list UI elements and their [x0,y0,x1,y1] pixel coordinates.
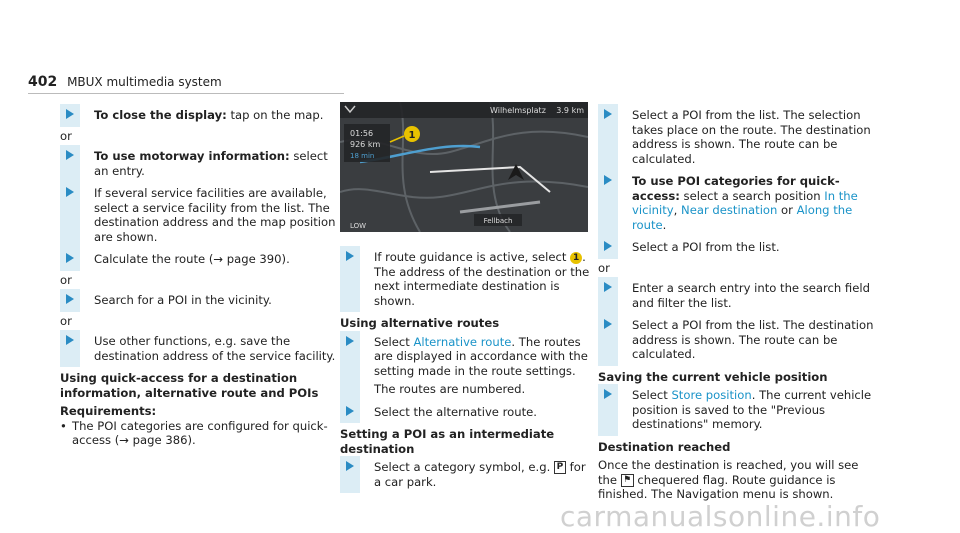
step-route-guidance: If route guidance is active, select 1 . The address of the destination or the next intermediate destination is shown. [340,250,590,308]
destination-reached-text: Once the destination is reached, you will see the ⚑ chequered flag. Route guidance is finished. The Navigation menu is shown. [598,458,859,501]
along-the-route-link[interactable]: Along the route [632,203,853,232]
watermark: carmanualsonline.info [560,500,881,533]
callout-number-icon: 1 [570,252,582,264]
store-position-link[interactable]: Store position [671,388,752,402]
step-arrow-icon [346,336,354,346]
section-heading: Using quick-access for a destination information, alternative route and POIs [60,371,319,400]
requirement-item: • The POI categories are configured for quick-access (→ page 386). [60,419,338,448]
map-fuel-warning: LOW [350,222,367,230]
step-alternative-route: Select Alternative route. The routes are displayed in accordance with the setting made in the route settings. The routes are numbered. [340,335,590,397]
step-arrow-icon [66,253,74,263]
map-time: 01:56 [350,129,374,138]
requirements-label: Requirements: [60,404,157,418]
column-1 [60,108,338,448]
step-select-alternative: Select the alternative route. [340,405,590,420]
map-place-distance: 3.9 km [556,106,584,115]
near-destination-link[interactable]: Near destination [681,203,778,217]
step-arrow-icon [604,282,612,292]
or-text: or [60,272,72,287]
step-motorway-info: To use motorway information: select an entry. [60,149,338,178]
step-select-poi: Select a POI from the list. The selection takes place on the route. The destination address is shown. The route can be calculated. [598,108,876,166]
page-header [28,74,222,90]
step-arrow-icon [66,187,74,197]
step-select-poi-3: Select a POI from the list. The destination address is shown. The route can be calculated. [598,318,876,362]
step-arrow-icon [346,251,354,261]
parking-icon: P [554,461,566,474]
step-arrow-icon [604,175,612,185]
navigation-map-screenshot [340,102,588,232]
map-distance: 926 km [350,140,381,149]
or-text: or [60,128,72,143]
section-heading: Using alternative routes [340,316,500,330]
section-heading: Setting a POI as an intermediate destination [340,427,555,456]
map-place: Wilhelmsplatz [490,106,546,115]
column-3 [598,108,876,502]
header-rule [28,93,344,94]
step-calculate-route: Calculate the route (→ page 390). [60,252,338,267]
step-category-symbol: Select a category symbol, e.g. P for a car park. [340,460,590,489]
manual-title: MBUX multimedia system [67,75,222,89]
step-arrow-icon [66,294,74,304]
step-arrow-icon [66,150,74,160]
step-service-facility: If several service facilities are available, select a service facility from the list. The destination address and the map position are shown. [60,186,338,244]
step-arrow-icon [604,241,612,251]
step-arrow-icon [604,389,612,399]
or-text: or [598,260,610,275]
step-store-position: Select Store position. The current vehicle position is saved to the "Previous destinations" memory. [598,388,876,432]
map-duration: 18 min [350,152,375,160]
step-search-poi: Search for a POI in the vicinity. [60,293,338,308]
step-arrow-icon [604,109,612,119]
map-city: Fellbach [483,217,513,225]
column-2 [340,250,590,497]
step-arrow-icon [346,461,354,471]
step-search-entry: Enter a search entry into the search field and filter the list. [598,281,876,310]
map-graphic [340,102,588,232]
step-arrow-icon [604,319,612,329]
step-arrow-icon [346,406,354,416]
section-heading: Saving the current vehicle position [598,369,828,384]
step-poi-quick-access: To use POI categories for quick-access: select a search position In the vicinity, Near destination or Along the route. [598,174,876,232]
chequered-flag-icon: ⚑ [621,474,634,487]
section-heading: Destination reached [598,439,731,454]
alternative-route-link[interactable]: Alternative route [413,334,512,349]
step-close-display: To close the display: tap on the map. [60,108,338,123]
step-other-functions: Use other functions, e.g. save the destination address of the service facility. [60,334,338,363]
step-select-poi-2: Select a POI from the list. [598,240,876,255]
step-arrow-icon [66,109,74,119]
in-the-vicinity-link[interactable]: In the vicinity [632,188,858,217]
page-number: 402 [28,74,58,90]
map-marker-number: 1 [408,130,416,141]
or-text: or [60,313,72,328]
step-arrow-icon [66,335,74,345]
